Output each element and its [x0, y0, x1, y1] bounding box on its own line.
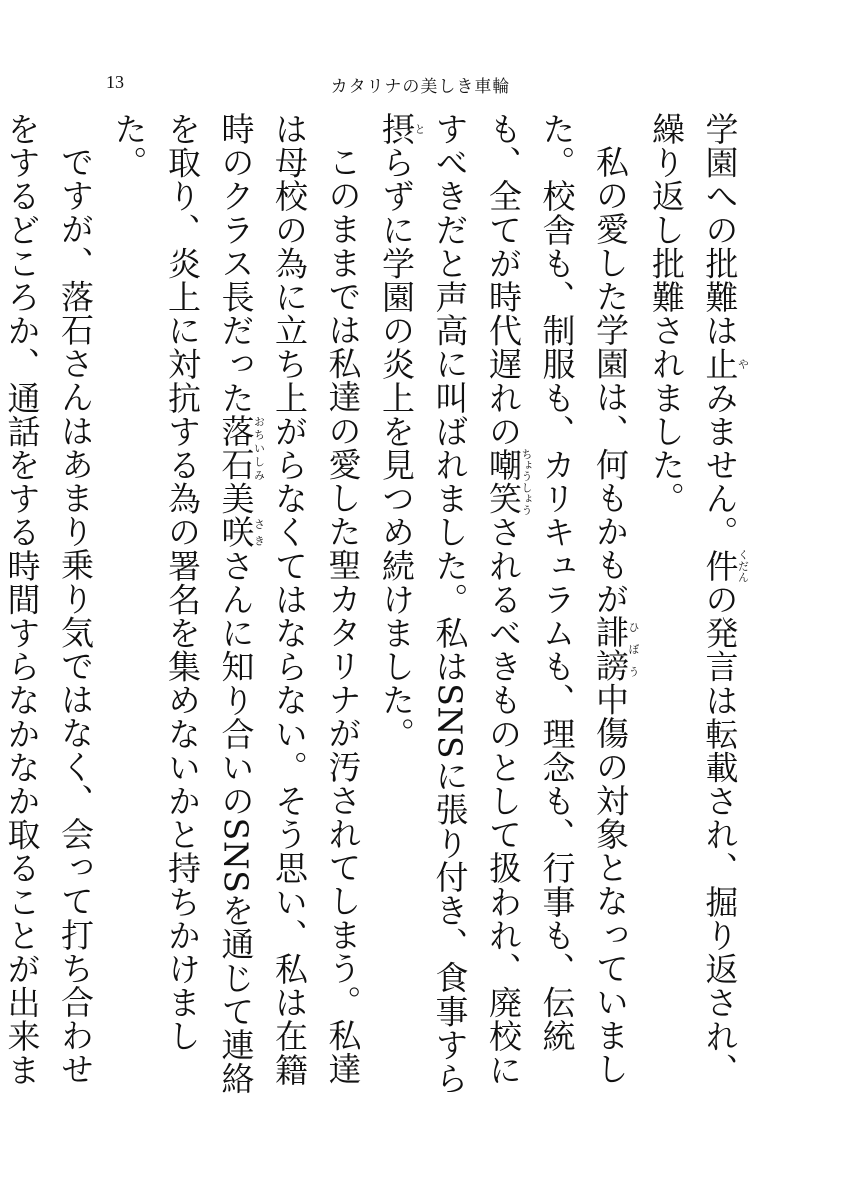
ruby-word [377, 112, 426, 146]
text-segment: 私の愛した学園は、何もかもが [591, 145, 630, 616]
ruby-word [591, 615, 640, 683]
paragraph [640, 112, 750, 1112]
ruby-word [700, 548, 750, 583]
ruby-word [700, 347, 750, 381]
paragraph [102, 112, 370, 1112]
ruby-base: 摂 [377, 112, 416, 146]
ruby-base: 止 [700, 347, 740, 381]
text-segment: らずに学園の炎上を見つめ続けました。 [377, 145, 416, 751]
ruby-base: 件 [700, 548, 740, 583]
running-title: カタリナの美しき車輪 [330, 77, 511, 97]
ruby-word [484, 448, 533, 516]
ruby-base: 咲 [216, 515, 256, 549]
ruby-reading: くだん [736, 548, 750, 583]
text-segment: 美 [216, 481, 256, 516]
text-segment: みません。 [700, 380, 740, 549]
ruby-reading: おちいしみ [252, 414, 266, 482]
ruby-reading: ひぼう [627, 615, 640, 683]
paragraph [370, 112, 640, 1112]
text-segment: このままでは私達の愛した聖カタリナが汚されてしまう。私達は母校の為に立ち上がらなくてはならない。そう思い、私は在籍時のクラス長だった [216, 112, 363, 1087]
text-segment: さんに知り合いのSNSを通じて連絡を取り、炎上に対抗する為の署名を集めないかと持ちかけました。 [109, 112, 256, 1096]
ruby-reading: や [736, 347, 750, 381]
ruby-reading: ちょうしょう [520, 448, 533, 516]
ruby-word [216, 515, 266, 549]
page-number: 13 [106, 72, 124, 92]
text-segment: ですが、落石さんはあまり乗り気ではなく、会って打ち合わせをするどころか、通話をする時間すらなかなか取ることが出来ま [2, 112, 95, 1087]
body-text [0, 112, 749, 1112]
ruby-base: 落石 [216, 414, 256, 482]
text-segment: 学園への批難は [700, 112, 740, 348]
text-segment: されるべきものとして扱われ、廃校にすべきだと声高に叫ばれました。私はSNSに張り付き、食事すら [430, 112, 523, 1096]
paragraph [0, 112, 102, 1112]
ruby-reading: さき [252, 515, 266, 549]
ruby-base: 嘲笑 [484, 448, 523, 516]
text-segment: の発言は転載され、掘り返され、繰り返し批難されました。 [647, 112, 740, 1087]
ruby-reading: と [413, 112, 426, 146]
ruby-word [216, 414, 266, 482]
ruby-base: 誹謗 [591, 615, 630, 683]
text-segment: 中傷の対象となっていました。校舎も、制服も、カリキュラムも、理念も、行事も、伝統も、全てが時代遅れの [484, 112, 630, 1086]
